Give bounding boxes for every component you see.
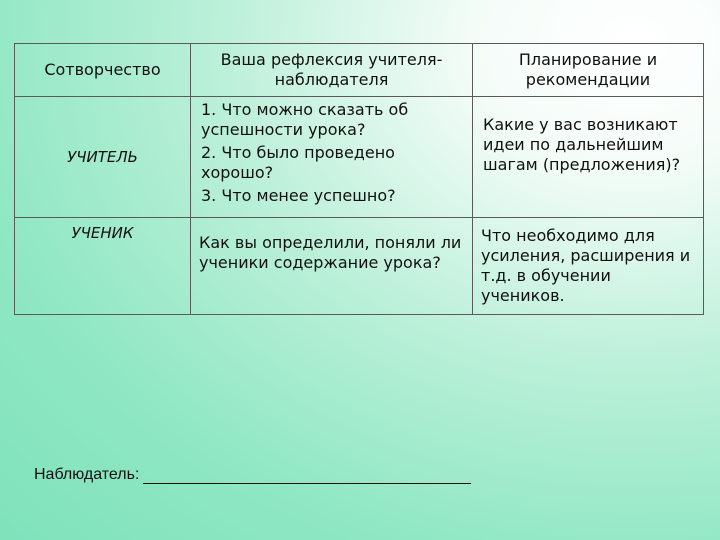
header-cell-cocreation xyxy=(15,44,191,97)
planning-text-teacher: Какие у вас возникают идеи по дальнейшим шагам (предложения)? xyxy=(483,115,681,174)
role-label-teacher: УЧИТЕЛЬ xyxy=(67,148,138,166)
reflection-text-student: Как вы определили, поняли ли ученики содержание урока? xyxy=(199,233,462,272)
header-cell-planning xyxy=(473,44,704,97)
table-header-row xyxy=(15,44,704,97)
reflection-question-list xyxy=(191,97,472,206)
header-planning-label: Планирование и рекомендации xyxy=(518,50,658,89)
table-row-student xyxy=(15,218,704,315)
table-row-teacher xyxy=(15,97,704,218)
reflection-table xyxy=(14,43,704,315)
planning-cell-student xyxy=(473,218,704,315)
reflection-question-1: 1. Что можно сказать об успешности урока? xyxy=(201,100,409,139)
role-cell-student xyxy=(15,218,191,315)
reflection-cell-teacher xyxy=(191,97,473,218)
reflection-question-3: 3. Что менее успешно? xyxy=(201,186,396,205)
header-cocreation-label: Сотворчество xyxy=(44,60,161,79)
header-cell-reflection xyxy=(191,44,473,97)
header-reflection-label: Ваша рефлексия учителя-наблюдателя xyxy=(220,50,443,89)
planning-text-student: Что необходимо для усиления, расширения и т.д. в обучении учеников. xyxy=(481,226,691,305)
planning-cell-teacher xyxy=(473,97,704,218)
observer-signature-line xyxy=(34,460,471,484)
role-label-student: УЧЕНИК xyxy=(71,224,134,242)
reflection-question-2: 2. Что было проведено хорошо? xyxy=(201,143,395,182)
reflection-cell-student xyxy=(191,218,473,315)
role-cell-teacher xyxy=(15,97,191,218)
observer-name-blank[interactable] xyxy=(143,465,471,484)
observer-label: Наблюдатель: xyxy=(34,466,140,483)
